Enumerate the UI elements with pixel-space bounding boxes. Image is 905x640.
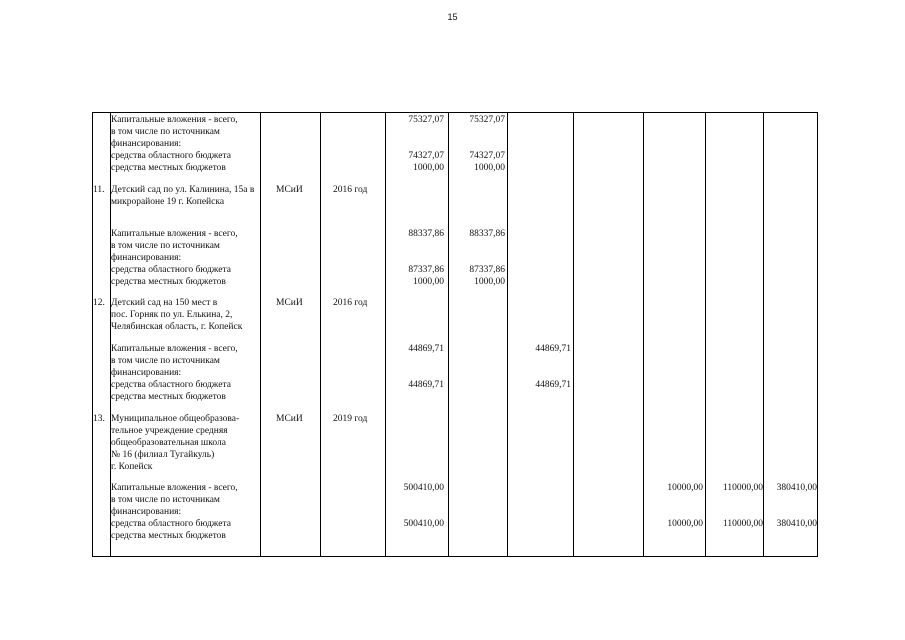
value-cell: 75327,07 [469, 115, 505, 125]
organization: МСиИ [276, 185, 303, 195]
value-cell: 1000,00 [413, 163, 444, 173]
cap-oblast-label: средства областного бюджета [111, 265, 231, 275]
cap-total-label: Капитальные вложения - всего, [111, 115, 238, 125]
cap-local-label: средства местных бюджетов [111, 277, 226, 287]
value-cell: 87337,86 [469, 265, 505, 275]
value-cell: 1000,00 [474, 163, 505, 173]
value-cell: 110000,00 [722, 519, 763, 529]
cap-total-label: Капитальные вложения - всего, [111, 483, 238, 493]
cap-oblast-label: средства областного бюджета [111, 519, 231, 529]
cap-oblast-label: средства областного бюджета [111, 380, 231, 390]
year: 2016 год [333, 298, 368, 308]
cap-incl-label: в том числе по источникам [111, 495, 220, 505]
value-cell: 44869,71 [408, 380, 444, 390]
year: 2019 год [333, 414, 368, 424]
column-divider [448, 113, 449, 556]
row-number: 11. [93, 185, 105, 195]
value-cell: 10000,00 [667, 483, 703, 493]
value-cell: 1000,00 [413, 277, 444, 287]
cap-incl-label: в том числе по источникам [111, 356, 220, 366]
column-divider [817, 113, 818, 556]
object-name: г. Копейск [111, 462, 153, 472]
value-cell: 380410,00 [776, 483, 817, 493]
cap-incl-label: в том числе по источникам [111, 127, 220, 137]
cap-total-label: Капитальные вложения - всего, [111, 229, 238, 239]
cap-local-label: средства местных бюджетов [111, 392, 226, 402]
column-divider [507, 113, 508, 556]
object-name: общеобразовательная школа [111, 438, 226, 448]
column-divider [573, 113, 574, 556]
cap-financing-label: финансирования: [111, 368, 182, 378]
row-number: 13. [93, 414, 105, 424]
object-name: Детский сад по ул. Калинина, 15а в [111, 185, 255, 195]
organization: МСиИ [276, 414, 303, 424]
column-divider [643, 113, 644, 556]
value-cell: 44869,71 [535, 380, 571, 390]
value-cell: 380410,00 [776, 519, 817, 529]
organization: МСиИ [276, 298, 303, 308]
value-cell: 44869,71 [535, 344, 571, 354]
value-cell: 44869,71 [408, 344, 444, 354]
cap-financing-label: финансирования: [111, 253, 182, 263]
value-cell: 75327,07 [408, 115, 444, 125]
object-name: № 16 (филиал Тугайкуль) [111, 450, 215, 460]
object-name: Детский сад на 150 мест в [111, 298, 218, 308]
value-cell: 87337,86 [408, 265, 444, 275]
column-divider [260, 113, 261, 556]
value-cell: 88337,86 [469, 229, 505, 239]
value-cell: 10000,00 [667, 519, 703, 529]
value-cell: 88337,86 [408, 229, 444, 239]
value-cell: 1000,00 [474, 277, 505, 287]
value-cell: 500410,00 [403, 519, 444, 529]
cap-local-label: средства местных бюджетов [111, 163, 226, 173]
column-divider [763, 113, 764, 556]
value-cell: 74327,07 [408, 151, 444, 161]
object-name: микрорайоне 19 г. Копейска [111, 197, 225, 207]
column-divider [320, 113, 321, 556]
cap-local-label: средства местных бюджетов [111, 531, 226, 541]
value-cell: 110000,00 [722, 483, 763, 493]
value-cell: 500410,00 [403, 483, 444, 493]
object-name: тельное учреждение средняя [111, 426, 228, 436]
object-name: Челябинская область, г. Копейск [111, 322, 243, 332]
cap-incl-label: в том числе по источникам [111, 241, 220, 251]
object-name: пос. Горняк по ул. Елькина, 2, [111, 310, 233, 320]
cap-oblast-label: средства областного бюджета [111, 151, 231, 161]
column-divider [385, 113, 386, 556]
page-number: 15 [447, 12, 458, 22]
cap-financing-label: финансирования: [111, 139, 182, 149]
cap-total-label: Капитальные вложения - всего, [111, 344, 238, 354]
object-name: Муниципальное общеобразова- [111, 414, 240, 424]
value-cell: 74327,07 [469, 151, 505, 161]
year: 2016 год [333, 185, 368, 195]
row-number: 12. [93, 298, 105, 308]
cap-financing-label: финансирования: [111, 507, 182, 517]
column-divider [705, 113, 706, 556]
